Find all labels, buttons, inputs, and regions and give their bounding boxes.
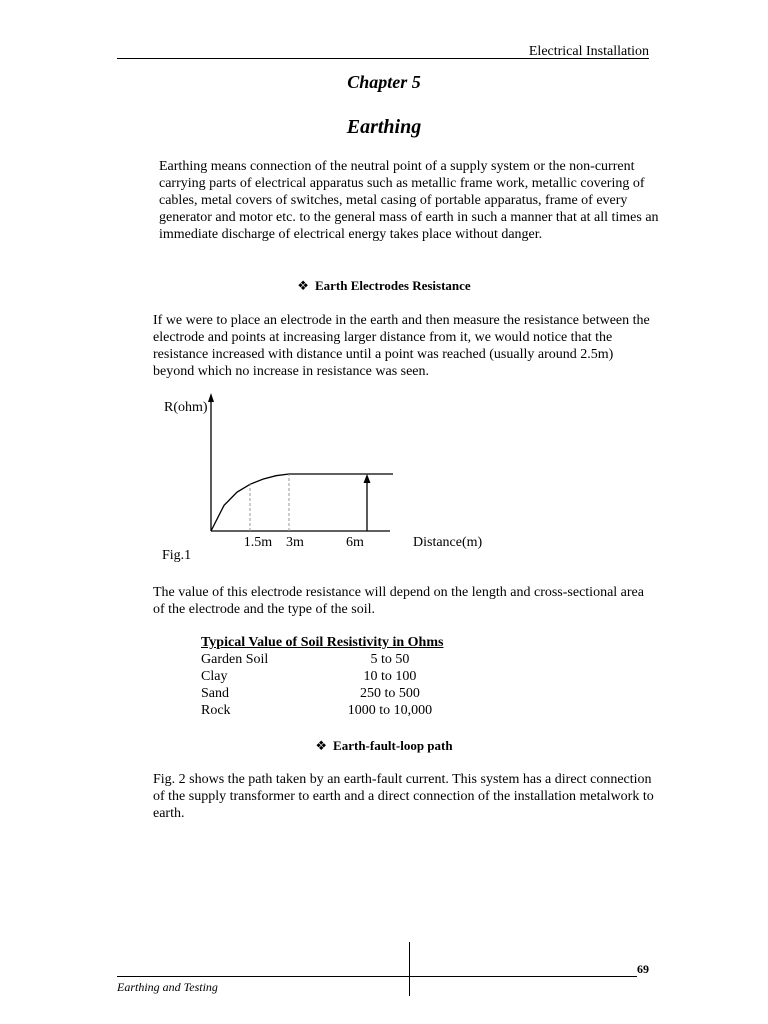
table-row [201, 702, 449, 719]
x-tick-label: 3m [286, 535, 304, 550]
intro-paragraph: Earthing means connection of the neutral point of a supply system or the non-current carrying parts of electrical apparatus such as metallic frame work, metallic covering of cables, metal covers of switches, metal casing of portable apparatus, frame of every generator and motor etc. to the general mass of earth in such a manner that at all times an immediate discharge of electrical energy takes place without danger. [159, 159, 659, 242]
footer-text: Earthing and Testing [117, 980, 218, 994]
soil-value: 5 to 50 [370, 652, 410, 667]
table-row [201, 668, 449, 685]
section-heading-fault-loop [0, 738, 768, 754]
section-heading-text: Earth Electrodes Resistance [314, 278, 471, 293]
figure-label: Fig.1 [162, 548, 192, 563]
y-axis-arrow-icon [208, 393, 214, 402]
page-title: Earthing [346, 116, 422, 138]
x-tick-label: 6m [346, 535, 364, 550]
soil-name: Sand [201, 686, 229, 701]
soil-value: 10 to 100 [363, 669, 417, 684]
chapter-label: Chapter 5 [347, 72, 421, 92]
soil-name: Rock [201, 703, 231, 718]
resistance-paragraph: The value of this electrode resistance will depend on the length and cross-sectional area of the electrode and the type of the soil. [153, 585, 644, 617]
soil-name: Garden Soil [201, 652, 269, 667]
page-number: 69 [637, 962, 649, 976]
soil-value: 1000 to 10,000 [347, 703, 433, 718]
diamond-bullet-icon: ❖ [315, 738, 328, 753]
header-title: Electrical Installation [528, 44, 649, 59]
soil-name: Clay [201, 669, 228, 684]
section-heading-text: Earth-fault-loop path [333, 738, 453, 753]
table-row [201, 685, 449, 702]
y-axis-label: R(ohm) [164, 400, 208, 415]
soil-value: 250 to 500 [360, 686, 420, 701]
diamond-bullet-icon: ❖ [297, 278, 309, 293]
measure-arrow-icon [364, 474, 371, 483]
table-row [201, 651, 449, 668]
footer-divider [409, 942, 410, 996]
soil-resistivity-table [201, 634, 449, 719]
table-title: Typical Value of Soil Resistivity in Ohms [201, 635, 444, 650]
electrode-paragraph: If we were to place an electrode in the earth and then measure the resistance between the electrode and points at increasing larger distance from it, we would notice that the resistance increased with distance until a point was reached (usually around 2.5m) beyond which no increase in resistance was seen. [153, 313, 650, 379]
x-tick-label: 1.5m [243, 535, 273, 550]
x-axis-label: Distance(m) [413, 535, 483, 550]
chart-plot [164, 393, 483, 550]
footer-rule [117, 976, 637, 977]
fault-loop-paragraph: Fig. 2 shows the path taken by an earth-fault current. This system has a direct connection of the supply transformer to earth and a direct connection of the installation metalwork to earth. [153, 772, 654, 821]
